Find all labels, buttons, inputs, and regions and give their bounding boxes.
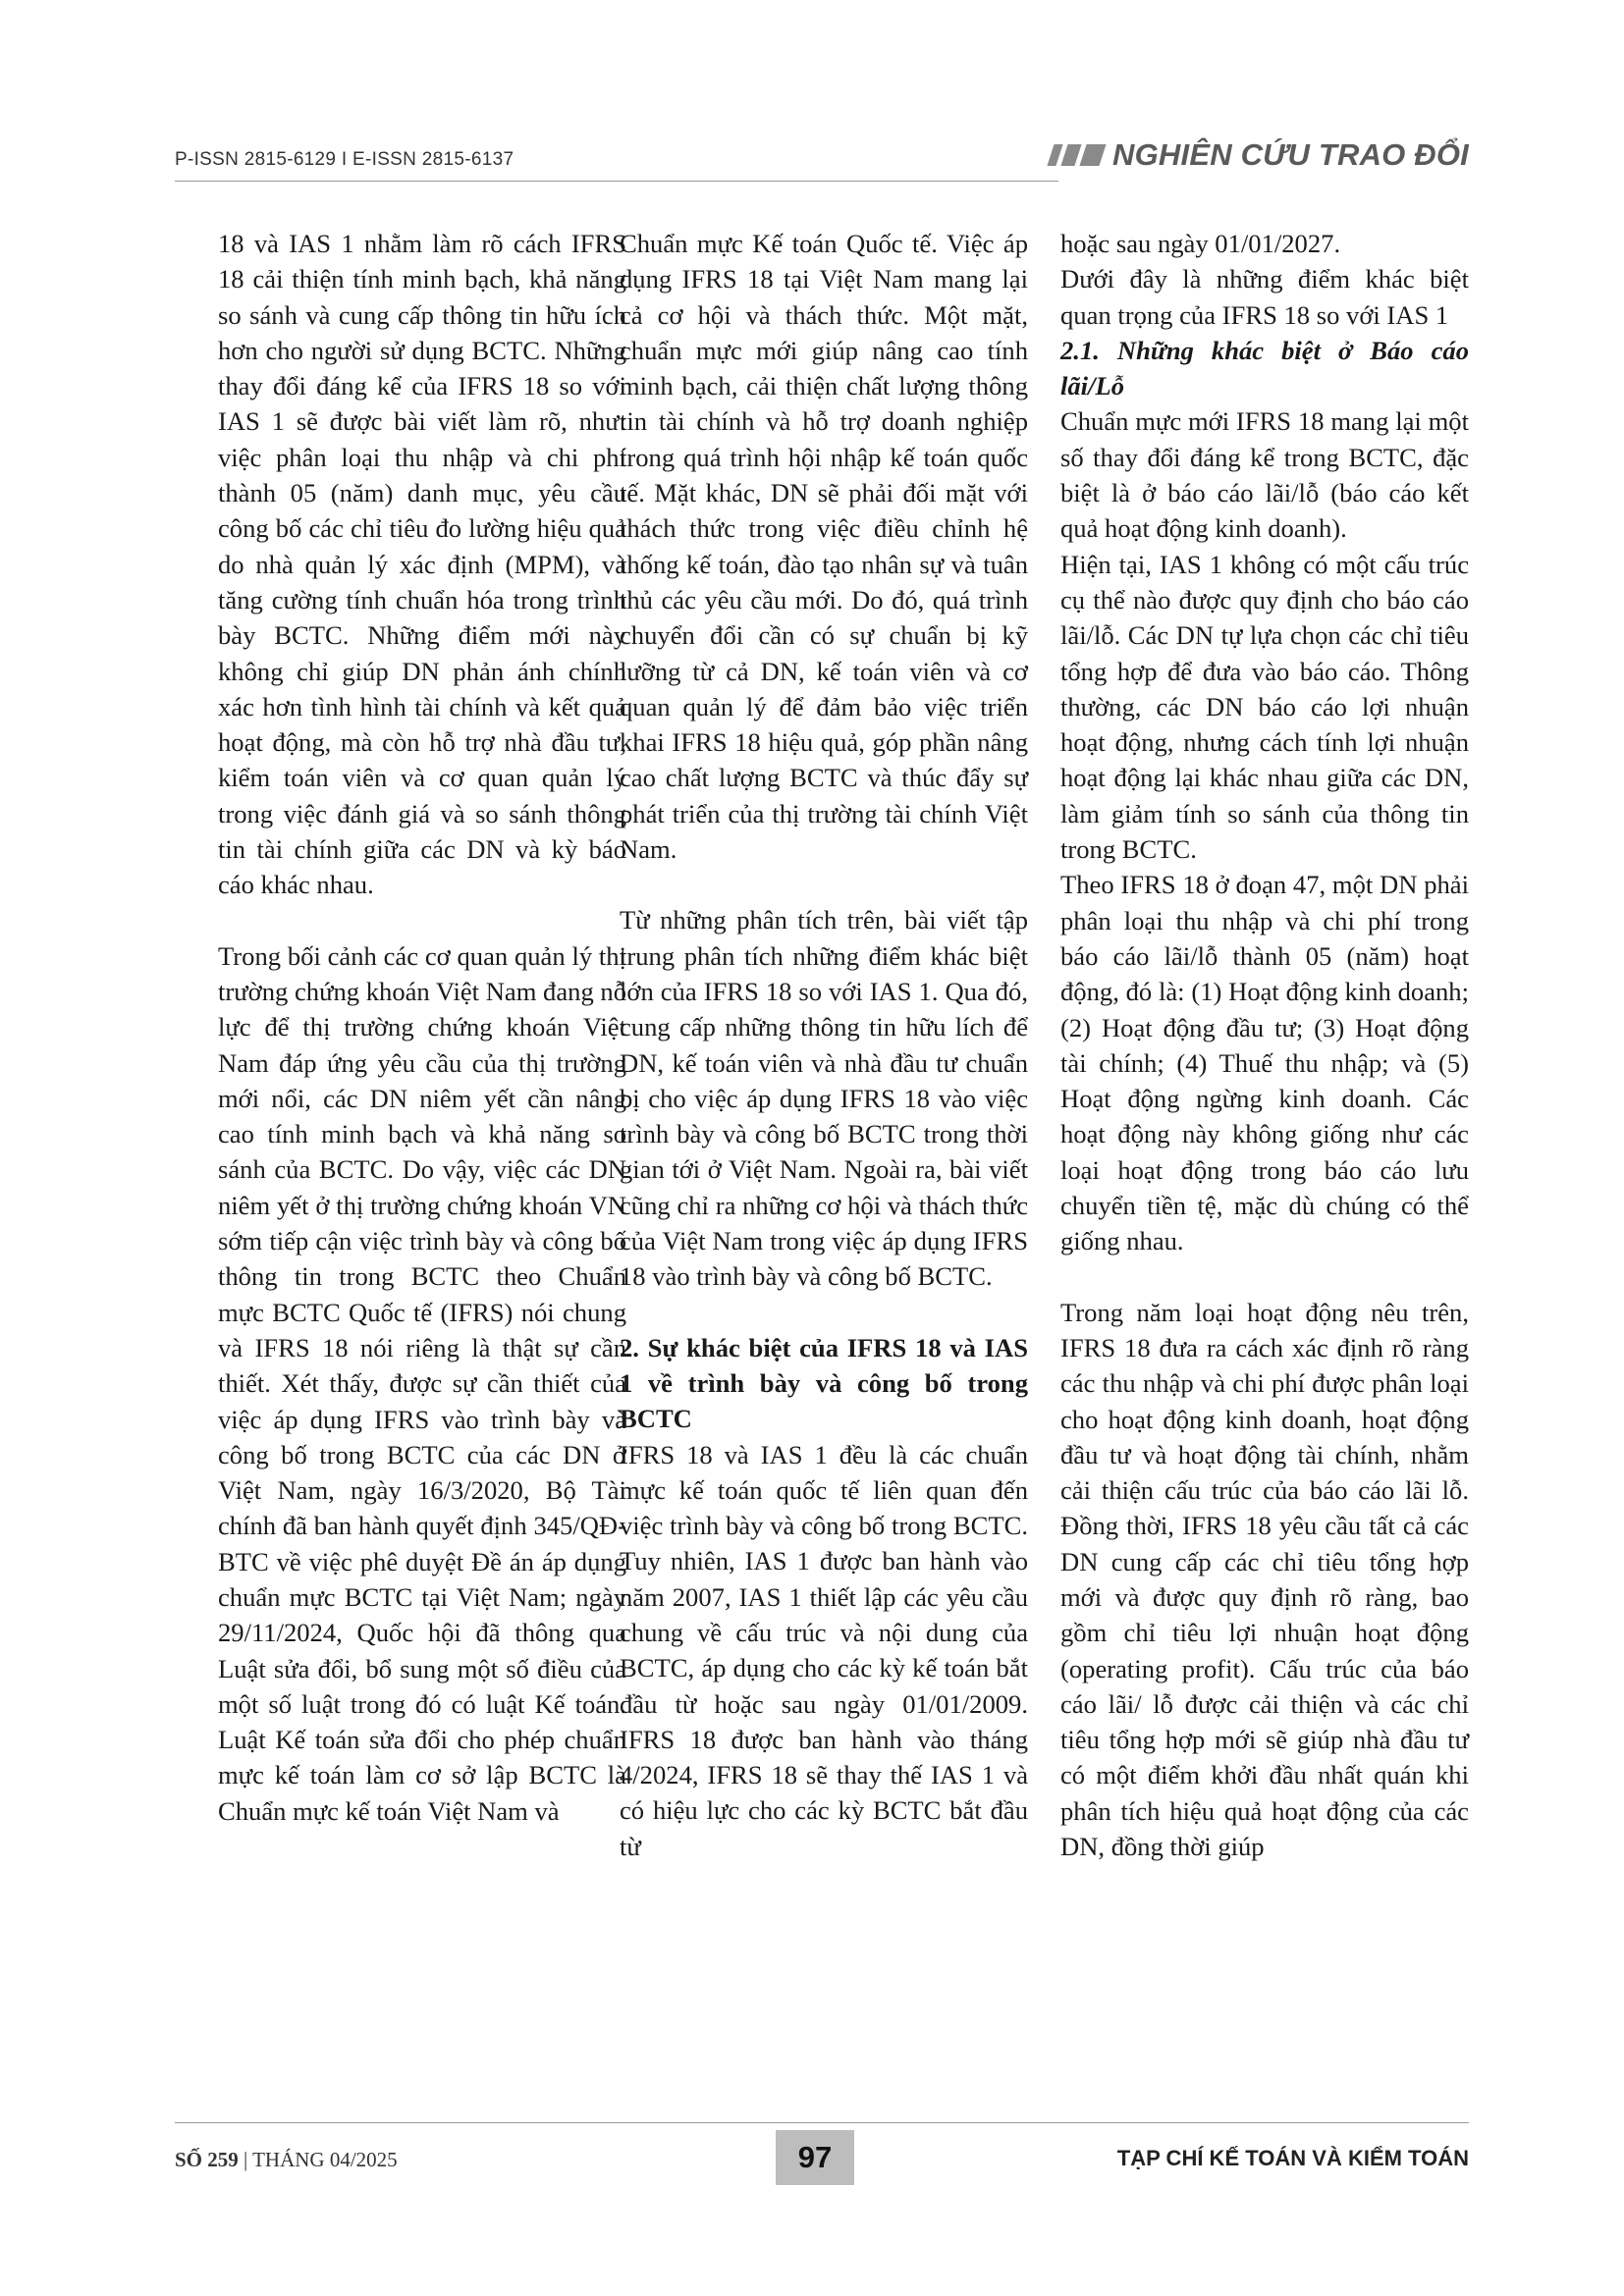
issue-info <box>175 2148 398 2172</box>
header-rule <box>175 181 1058 182</box>
text-column-2 <box>620 226 1028 1864</box>
paragraph: Trong bối cảnh các cơ quan quản lý thị trường chứng khoán Việt Nam đang nỗ lực để thị trường chứng khoán Việt Nam đáp ứng yêu cầu của thị trường mới nổi, các DN niêm yết cần nâng cao tính minh bạch và khả năng so sánh của BCTC. Do vậy, việc các DN niêm yết ở thị trường chứng khoán VN sớm tiếp cận việc trình bày và công bố thông tin trong BCTC theo Chuẩn mực BCTC Quốc tế (IFRS) nói chung và IFRS 18 nói riêng là thật sự cần thiết. Xét thấy, được sự cần thiết của việc áp dụng IFRS vào trình bày và công bố trong BCTC của các DN ở Việt Nam, ngày 16/3/2020, Bộ Tài chính đã ban hành quyết định 345/QĐ-BTC về việc phê duyệt Đề án áp dụng chuẩn mực BCTC tại Việt Nam; ngày 29/11/2024, Quốc hội đã thông qua Luật sửa đổi, bổ sung một số điều của một số luật trong đó có luật Kế toán. Luật Kế toán sửa đổi cho phép chuẩn mực kế toán làm cơ sở lập BCTC là Chuẩn mực kế toán Việt Nam và <box>218 940 626 1826</box>
paragraph: 18 và IAS 1 nhằm làm rõ cách IFRS 18 cải thiện tính minh bạch, khả năng so sánh và cung cấp thông tin hữu ích hơn cho người sử dụng BCTC. Những thay đổi đáng kể của IFRS 18 so với IAS 1 sẽ được bài viết làm rõ, như: việc phân loại thu nhập và chi phí thành 05 (năm) danh mục, yêu cầu công bố các chỉ tiêu đo lường hiệu quả do nhà quản lý xác định (MPM), và tăng cường tính chuẩn hóa trong trình bày BCTC. Những điểm mới này không chỉ giúp DN phản ánh chính xác hơn tình hình tài chính và kết quả hoạt động, mà còn hỗ trợ nhà đầu tư, kiểm toán viên và cơ quan quản lý trong việc đánh giá và so sánh thông tin tài chính giữa các DN và kỳ báo cáo khác nhau. <box>218 229 626 900</box>
paragraph: Theo IFRS 18 ở đoạn 47, một DN phải phân loại thu nhập và chi phí trong báo cáo lãi/lỗ thành 05 (năm) hoạt động, đó là: (1) Hoạt động kinh doanh; (2) Hoạt động đầu tư; (3) Hoạt động tài chính; (4) Thuế thu nhập; và (5) Hoạt động ngừng kinh doanh. Các hoạt động này không giống như các loại hoạt động trong báo cáo lưu chuyển tiền tệ, mặc dù chúng có thể giống nhau. <box>1060 870 1469 1256</box>
paragraph: hoặc sau ngày 01/01/2027. <box>1060 229 1341 258</box>
page-number-box <box>776 2130 854 2185</box>
paragraph: Hiện tại, IAS 1 không có một cấu trúc cụ thể nào được quy định cho báo cáo lãi/lỗ. Các DN tự lựa chọn các chỉ tiêu tổng hợp để đưa vào báo cáo. Thông thường, các DN báo cáo lợi nhuận hoạt động, nhưng cách tính lợi nhuận hoạt động lại khác nhau giữa các DN, làm giảm tính so sánh của thông tin trong BCTC. <box>1060 549 1469 865</box>
section-title-text: NGHIÊN CỨU TRAO ĐỔI <box>1112 137 1469 172</box>
paragraph: Trong năm loại hoạt động nêu trên, IFRS 18 đưa ra cách xác định rõ ràng các thu nhập và chi phí được phân loại cho hoạt động kinh doanh, hoạt động đầu tư và hoạt động tài chính, nhằm cải thiện cấu trúc của báo cáo lãi lỗ. Đồng thời, IFRS 18 yêu cầu tất cả các DN cung cấp các chỉ tiêu tổng hợp mới và được quy định rõ ràng, bao gồm chỉ tiêu lợi nhuận hoạt động (operating profit). Cấu trúc của báo cáo lãi/ lỗ được cải thiện và các chỉ tiêu tổng hợp mới sẽ giúp nhà đầu tư có một điểm khởi đầu nhất quán khi phân tích hiệu quả hoạt động của các DN, đồng thời giúp <box>1060 1297 1469 1862</box>
paragraph: Dưới đây là những điểm khác biệt quan trọng của IFRS 18 so với IAS 1 <box>1060 264 1469 330</box>
section-title <box>1051 137 1469 173</box>
issue-month: | THÁNG 04/2025 <box>238 2148 398 2171</box>
text-column-1 <box>218 226 626 1829</box>
page-number: 97 <box>797 2140 833 2174</box>
paragraph: IFRS 18 và IAS 1 đều là các chuẩn mực kế toán quốc tế liên quan đến việc trình bày và công bố trong BCTC. Tuy nhiên, IAS 1 được ban hành vào năm 2007, IAS 1 thiết lập các yêu cầu chung về cấu trúc và nội dung của BCTC, áp dụng cho các kỳ kế toán bắt đầu từ hoặc sau ngày 01/01/2009. IFRS 18 được ban hành vào tháng 4/2024, IFRS 18 sẽ thay thế IAS 1 và có hiệu lực cho các kỳ BCTC bắt đầu từ <box>620 1439 1028 1861</box>
issue-number: SỐ 259 <box>175 2148 239 2171</box>
section-heading: 2. Sự khác biệt của IFRS 18 và IAS 1 về trình bày và công bố trong BCTC <box>620 1332 1028 1434</box>
issn-line: P-ISSN 2815-6129 I E-ISSN 2815-6137 <box>175 149 514 170</box>
section-bars-icon <box>1051 144 1103 166</box>
paragraph: Chuẩn mực mới IFRS 18 mang lại một số thay đổi đáng kể trong BCTC, đặc biệt là ở báo cáo lãi/lỗ (báo cáo kết quả hoạt động kinh doanh). <box>1060 406 1469 544</box>
text-column-3 <box>1060 226 1469 1864</box>
section-heading: 2.1. Những khác biệt ở Báo cáo lãi/Lỗ <box>1060 335 1469 401</box>
page-header <box>175 137 1469 179</box>
journal-name: TẠP CHÍ KẾ TOÁN VÀ KIỂM TOÁN <box>1116 2146 1469 2170</box>
paragraph: Từ những phân tích trên, bài viết tập trung phân tích những điểm khác biệt lớn của IFRS 18 so với IAS 1. Qua đó, cung cấp những thông tin hữu lích để DN, kế toán viên và nhà đầu tư chuẩn bị cho việc áp dụng IFRS 18 vào việc trình bày và công bố BCTC trong thời gian tới ở Việt Nam. Ngoài ra, bài viết cũng chỉ ra những cơ hội và thách thức của Việt Nam trong việc áp dụng IFRS 18 vào trình bày và công bố BCTC. <box>620 905 1028 1292</box>
paragraph: Chuẩn mực Kế toán Quốc tế. Việc áp dụng IFRS 18 tại Việt Nam mang lại cả cơ hội và thách thức. Một mặt, chuẩn mực mới giúp nâng cao tính minh bạch, cải thiện chất lượng thông tin tài chính và hỗ trợ doanh nghiệp trong quá trình hội nhập kế toán quốc tế. Mặt khác, DN sẽ phải đối mặt với thách thức trong việc điều chỉnh hệ thống kế toán, đào tạo nhân sự và tuân thủ các yêu cầu mới. Do đó, quá trình chuyển đổi cần có sự chuẩn bị kỹ lưỡng từ cả DN, kế toán viên và cơ quan quản lý để đảm bảo việc triển khai IFRS 18 hiệu quả, góp phần nâng cao chất lượng BCTC và thúc đẩy sự phát triển của thị trường tài chính Việt Nam. <box>620 229 1028 865</box>
page-footer <box>175 2130 1469 2179</box>
footer-rule <box>175 2122 1469 2123</box>
